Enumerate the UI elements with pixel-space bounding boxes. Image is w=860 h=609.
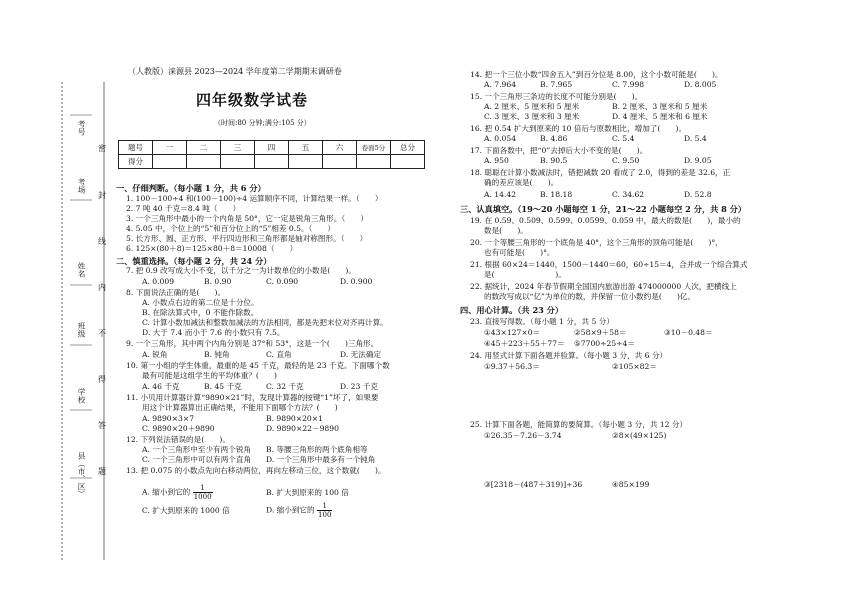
option bbox=[142, 484, 213, 501]
score-header-cell: 一 bbox=[153, 141, 187, 155]
option: D. 无法确定 bbox=[340, 350, 382, 359]
question-12: 12. 下列说法错误的是( )。 bbox=[126, 435, 230, 444]
option: A. 2 厘米、5 厘米和 5 厘米 bbox=[484, 102, 580, 111]
question-8: 8. 下面说法正确的是( )。 bbox=[126, 288, 226, 297]
score-header-cell: 二 bbox=[187, 141, 221, 155]
score-cell bbox=[357, 155, 391, 169]
option: D. 8.005 bbox=[684, 80, 717, 89]
option: C. 5.4 bbox=[612, 134, 635, 143]
option: A. 7.964 bbox=[484, 80, 517, 89]
question-19: 19. 在 0.59、0.509、0.599、0.0599、0.059 中，最大的数是( )，最小的 bbox=[470, 216, 741, 225]
judge-item: 2. 7 吨 40 千克＝8.4 吨（ ） bbox=[126, 204, 241, 213]
option: B. 0.90 bbox=[204, 277, 232, 286]
gutter-label-school: 学校 bbox=[77, 388, 86, 404]
option: C. 9890×20＋9890 bbox=[142, 424, 215, 433]
score-header-cell: 卷面5分 bbox=[357, 141, 391, 155]
question-10: 10. 第一小组的学生体重，最重的是 45 千克，最轻的是 23 千克。下面哪个数 bbox=[126, 361, 390, 370]
calc-item: ②58×9＋58＝ bbox=[574, 328, 627, 337]
question-21-cont: 是( )。 bbox=[484, 270, 566, 279]
gutter-label-class: 班级 bbox=[77, 322, 86, 338]
calc-item: ③[2318－(487＋319)]÷36 bbox=[484, 480, 583, 489]
option: C. 扩大到原来的 1000 倍 bbox=[142, 506, 230, 515]
question-14: 14. 把一个三位小数“四舍五入”到百分位是 8.00，这个小数可能是( )。 bbox=[470, 70, 723, 79]
score-cell bbox=[289, 155, 323, 169]
option: A. 锐角 bbox=[142, 350, 168, 359]
question-24: 24. 用竖式计算下面各题并验算。（每小题 3 分，共 6 分） bbox=[470, 351, 668, 360]
calc-item: ①9.37＋56.3＝ bbox=[484, 362, 540, 371]
option: D. 大于 7.4 而小于 7.6 的小数只有 7.5。 bbox=[142, 328, 285, 337]
option: C. 34.62 bbox=[612, 190, 645, 199]
option: D. 23 千克 bbox=[340, 382, 378, 391]
question-7: 7. 把 0.9 改写成大小不变，以千分之一为计数单位的小数是( )。 bbox=[126, 266, 356, 275]
page-title: 四年级数学试卷 bbox=[196, 91, 309, 109]
question-20: 20. 一个等腰三角形的一个底角是 40°，这个三角形的顶角可能是( )°， bbox=[470, 238, 723, 247]
calc-item: ②105×82＝ bbox=[612, 362, 657, 371]
question-23: 23. 直接写得数。（每小题 1 分，共 5 分） bbox=[470, 317, 614, 326]
question-10-cont: 最有可能是这组学生的平均体重？( ) bbox=[142, 371, 278, 380]
judge-item: 3. 一个三角形中最小的一个内角是 50°，它一定是锐角三角形。（ ） bbox=[126, 214, 368, 223]
option: C. 计算小数加减法和整数加减法的方法相同，都是先把末位对齐再计算。 bbox=[142, 318, 388, 327]
option: C. 9.50 bbox=[612, 156, 640, 165]
score-cell bbox=[221, 155, 255, 169]
question-22-cont: 的数改写成以“亿”为单位的数，并保留一位小数约是( )亿。 bbox=[484, 292, 696, 301]
score-header-cell: 总分 bbox=[391, 141, 425, 155]
option: A. 0.009 bbox=[142, 277, 175, 286]
seal-char: 得 bbox=[98, 375, 106, 384]
fraction-numerator: 1 bbox=[193, 484, 213, 493]
score-table bbox=[118, 140, 425, 169]
fraction-denominator: 100 bbox=[318, 511, 332, 519]
judge-item: 6. 125×(80＋8)＝125×80＋8＝10008（ ） bbox=[126, 244, 298, 253]
fraction bbox=[193, 484, 213, 501]
question-18: 18. 聪聪在计算小数减法时，错把减数 20 看成了 2.0，得到的差是 32.6，正 bbox=[470, 168, 731, 177]
section-2-heading: 二、慎重选择。（每小题 2 分，共 24 分） bbox=[116, 256, 272, 266]
option: A. 46 千克 bbox=[142, 382, 180, 391]
option: C. 一个三角形中可以有两个直角 bbox=[142, 455, 252, 464]
option: B. 钝角 bbox=[204, 350, 230, 359]
option: D. 5.4 bbox=[684, 134, 707, 143]
question-11-cont: 用这个计算器算出正确结果，不能用下面哪个方法？( ) bbox=[142, 403, 338, 412]
option: B. 等腰三角形的两个底角相等 bbox=[266, 445, 368, 454]
option: A. 14.42 bbox=[484, 190, 517, 199]
score-cell bbox=[255, 155, 289, 169]
seal-char: 密 bbox=[98, 144, 106, 153]
seal-char: 不 bbox=[98, 329, 106, 338]
option: D. 4 厘米、5 厘米和 6 厘米 bbox=[612, 112, 708, 121]
fraction-denominator: 1000 bbox=[193, 493, 212, 501]
fraction bbox=[317, 502, 332, 519]
option: B. 18.18 bbox=[540, 190, 573, 199]
option: D. 9890×22－9890 bbox=[266, 424, 339, 433]
option: D. 52.8 bbox=[684, 190, 712, 199]
section-1-heading: 一、仔细判断。（每小题 1 分，共 6 分） bbox=[116, 183, 266, 193]
option: A. 9890×3×7 bbox=[142, 414, 195, 423]
option: D. 9.05 bbox=[684, 156, 712, 165]
seal-char: 线 bbox=[98, 237, 106, 246]
judge-item: 5. 长方形、圆、正方形、平行四边形和三角形都是轴对称图形。（ ） bbox=[126, 234, 368, 243]
option: B. 45 千克 bbox=[204, 382, 242, 391]
calc-item: ③10－0.48＝ bbox=[664, 328, 713, 337]
judge-item: 1. 100－100÷4 和(100－100)÷4 运算顺序不同，计算结果一样。（ ） bbox=[126, 194, 383, 203]
calc-item: ①26.35－7.26－3.74 bbox=[484, 431, 562, 440]
score-header-cell: 题号 bbox=[119, 141, 153, 155]
option bbox=[266, 502, 332, 519]
option: A. 一个三角形中至少有两个锐角 bbox=[142, 445, 252, 454]
question-22: 22. 据统计，2024 年春节假期全国国内旅游出游 474000000 人次，把横线上 bbox=[470, 282, 737, 291]
question-15: 15. 一个三角形三条边的长度不可能分别是( )。 bbox=[470, 92, 643, 101]
question-20-cont: 也有可能是( )°。 bbox=[484, 248, 555, 257]
option: B. 7.965 bbox=[540, 80, 573, 89]
score-cell bbox=[187, 155, 221, 169]
option: C. 32 千克 bbox=[266, 382, 304, 391]
calc-item: ⑤7700÷25÷4＝ bbox=[574, 339, 635, 348]
score-header-cell: 四 bbox=[255, 141, 289, 155]
score-table-score-row bbox=[119, 155, 425, 169]
gutter-label-county: 县（市、区） bbox=[77, 452, 86, 498]
score-cell bbox=[391, 155, 425, 169]
time-note: （时间:80 分钟;满分:105 分） bbox=[214, 119, 311, 127]
section-3-heading: 三、认真填空。（19～20 小题每空 1 分，21～22 小题每空 2 分，共 8 分） bbox=[460, 204, 747, 214]
score-table-header-row bbox=[119, 141, 425, 155]
score-row-label: 得分 bbox=[119, 155, 153, 169]
score-header-cell: 三 bbox=[221, 141, 255, 155]
option: B. 90.5 bbox=[540, 156, 568, 165]
option: B. 扩大到原来的 100 倍 bbox=[266, 488, 349, 497]
gutter-label-exam-no: 考号 bbox=[77, 120, 86, 136]
gutter-label-room: 考场 bbox=[77, 178, 86, 194]
score-cell bbox=[153, 155, 187, 169]
fraction-numerator: 1 bbox=[317, 502, 332, 511]
option: C. 0.090 bbox=[266, 277, 299, 286]
score-cell bbox=[323, 155, 357, 169]
option: C. 直角 bbox=[266, 350, 292, 359]
option: C. 7.998 bbox=[612, 80, 645, 89]
calc-item: ④45＋223＋55＋77＝ bbox=[484, 339, 565, 348]
option: B. 9890×20×1 bbox=[266, 414, 323, 423]
calc-item: ①43×127×0＝ bbox=[484, 328, 541, 337]
score-header-cell: 五 bbox=[289, 141, 323, 155]
question-25: 25. 计算下面各题，能简算的要简算。（每小题 3 分，共 12 分） bbox=[470, 420, 688, 429]
judge-item: 4. 5.05 中，个位上的“5”和百分位上的“5”相差 0.5。（ ） bbox=[126, 224, 336, 233]
score-header-cell: 六 bbox=[323, 141, 357, 155]
section-4-heading: 四、用心计算。（共 23 分） bbox=[460, 305, 564, 315]
option: B. 在除法算式中，0 不能作除数。 bbox=[142, 308, 259, 317]
seal-char: 内 bbox=[98, 283, 106, 292]
question-17: 17. 下面各数中，把“0”去掉后大小不变的是( )。 bbox=[470, 146, 648, 155]
option: A. 0.054 bbox=[484, 134, 517, 143]
seal-char: 封 bbox=[98, 191, 106, 200]
option-text: D. 缩小到它的 bbox=[266, 505, 315, 515]
seal-char: 题 bbox=[98, 467, 106, 476]
option: A. 950 bbox=[484, 156, 509, 165]
option-text: A. 缩小到它的 bbox=[142, 487, 191, 497]
exam-source-line: （人教版）涞源县 2023—2024 学年度第二学期期末调研卷 bbox=[128, 67, 342, 76]
question-19-cont: 数是( )。 bbox=[484, 226, 528, 235]
option: D. 一个三角形中最多有一个钝角 bbox=[266, 455, 376, 464]
option: A. 小数点右边的第二位是十分位。 bbox=[142, 298, 259, 307]
question-16: 16. 把 0.54 扩大到原来的 10 倍后与原数相比，增加了( )。 bbox=[470, 124, 687, 133]
calc-item: ②8×(49×125) bbox=[612, 431, 667, 440]
binding-lines bbox=[0, 0, 120, 609]
option: B. 4.86 bbox=[540, 134, 568, 143]
calc-item: ④85×199 bbox=[612, 480, 650, 489]
option: C. 3 厘米、3 厘米和 3 厘米 bbox=[484, 112, 580, 121]
seal-char: 答 bbox=[98, 421, 106, 430]
question-9: 9. 一个三角形，其中两个内角分别是 37°和 53°，这是一个( )三角形。 bbox=[126, 339, 379, 348]
question-18-cont: 确的差应该是( )。 bbox=[484, 178, 559, 187]
option: D. 0.900 bbox=[340, 277, 373, 286]
option: B. 2 厘米、3 厘米和 5 厘米 bbox=[612, 102, 708, 111]
gutter-label-name: 姓名 bbox=[77, 262, 86, 278]
question-21: 21. 根据 60×24＝1440，1500－1440＝60，60÷15＝4，合并成一个综合算式 bbox=[470, 260, 748, 269]
question-13: 13. 把 0.075 的小数点先向右移动两位，再向左移动三位，这个数就( )。 bbox=[126, 466, 386, 475]
question-11: 11. 小贝用计算器计算“9890×21”时，发现计算器的按键“1”坏了，如果要 bbox=[126, 393, 379, 402]
